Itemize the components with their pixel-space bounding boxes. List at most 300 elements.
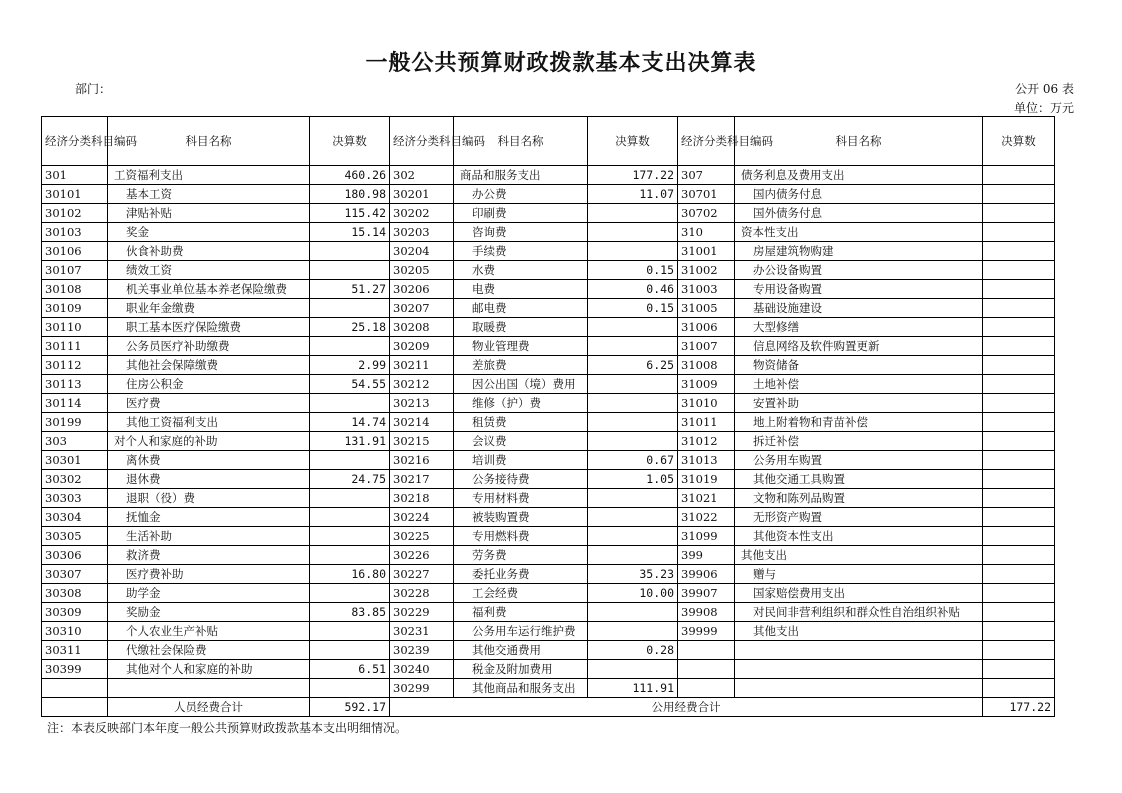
amount-cell: 24.75	[310, 470, 390, 489]
amount-cell	[588, 508, 678, 527]
name-cell: 救济费	[108, 546, 310, 565]
name-cell: 办公设备购置	[735, 261, 983, 280]
name-cell: 其他支出	[735, 546, 983, 565]
amount-cell	[983, 660, 1055, 679]
name-cell: 电费	[454, 280, 588, 299]
code-cell: 302	[390, 166, 454, 185]
code-cell: 30212	[390, 375, 454, 394]
name-cell: 公务用车购置	[735, 451, 983, 470]
code-cell: 30201	[390, 185, 454, 204]
amount-cell: 0.46	[588, 280, 678, 299]
name-cell: 离休费	[108, 451, 310, 470]
name-cell: 奖金	[108, 223, 310, 242]
table-row	[42, 546, 1055, 565]
amount-cell	[588, 318, 678, 337]
code-cell: 30107	[42, 261, 108, 280]
code-cell: 399	[678, 546, 735, 565]
name-cell: 债务利息及费用支出	[735, 166, 983, 185]
amount-cell	[983, 527, 1055, 546]
name-cell: 专用燃料费	[454, 527, 588, 546]
table-row	[42, 679, 1055, 698]
code-cell: 30109	[42, 299, 108, 318]
code-cell: 31013	[678, 451, 735, 470]
code-cell: 30204	[390, 242, 454, 261]
amount-cell: 15.14	[310, 223, 390, 242]
code-cell: 31008	[678, 356, 735, 375]
code-cell: 30399	[42, 660, 108, 679]
name-cell: 差旅费	[454, 356, 588, 375]
amount-cell	[588, 432, 678, 451]
code-cell: 30240	[390, 660, 454, 679]
code-cell: 30203	[390, 223, 454, 242]
code-cell: 30216	[390, 451, 454, 470]
name-cell: 印刷费	[454, 204, 588, 223]
personnel-total-label: 人员经费合计	[108, 698, 310, 717]
name-cell: 职业年金缴费	[108, 299, 310, 318]
code-cell: 30206	[390, 280, 454, 299]
code-cell: 30106	[42, 242, 108, 261]
amount-cell	[983, 603, 1055, 622]
amount-cell: 131.91	[310, 432, 390, 451]
name-cell: 手续费	[454, 242, 588, 261]
unit-label: 单位：万元	[1013, 101, 1074, 115]
table-row	[42, 660, 1055, 679]
name-cell: 水费	[454, 261, 588, 280]
name-cell: 土地补偿	[735, 375, 983, 394]
code-cell: 39999	[678, 622, 735, 641]
name-cell: 物业管理费	[454, 337, 588, 356]
code-cell: 30108	[42, 280, 108, 299]
amount-cell	[983, 413, 1055, 432]
name-cell: 个人农业生产补贴	[108, 622, 310, 641]
code-cell: 30306	[42, 546, 108, 565]
code-cell: 30231	[390, 622, 454, 641]
amount-cell	[588, 489, 678, 508]
name-cell: 拆迁补偿	[735, 432, 983, 451]
name-cell: 机关事业单位基本养老保险缴费	[108, 280, 310, 299]
table-row	[42, 470, 1055, 489]
code-cell: 30112	[42, 356, 108, 375]
amount-cell: 6.25	[588, 356, 678, 375]
department-label: 部门：	[75, 82, 112, 96]
amount-cell	[310, 394, 390, 413]
table-row	[42, 337, 1055, 356]
code-cell: 30701	[678, 185, 735, 204]
code-cell: 30309	[42, 603, 108, 622]
name-cell: 专用设备购置	[735, 280, 983, 299]
amount-cell	[983, 584, 1055, 603]
code-cell: 30209	[390, 337, 454, 356]
amount-cell: 177.22	[588, 166, 678, 185]
name-cell: 信息网络及软件购置更新	[735, 337, 983, 356]
amount-cell: 0.15	[588, 261, 678, 280]
amount-cell	[588, 337, 678, 356]
code-cell: 30304	[42, 508, 108, 527]
amount-cell	[588, 223, 678, 242]
code-cell: 30113	[42, 375, 108, 394]
amount-cell: 460.26	[310, 166, 390, 185]
amount-cell	[983, 470, 1055, 489]
form-code: 公开 06 表	[1015, 82, 1074, 96]
name-cell: 职工基本医疗保险缴费	[108, 318, 310, 337]
name-cell: 抚恤金	[108, 508, 310, 527]
name-cell: 国家赔偿费用支出	[735, 584, 983, 603]
name-cell: 大型修缮	[735, 318, 983, 337]
name-cell: 会议费	[454, 432, 588, 451]
code-cell: 30218	[390, 489, 454, 508]
code-cell: 30111	[42, 337, 108, 356]
name-cell: 公务接待费	[454, 470, 588, 489]
code-cell: 39908	[678, 603, 735, 622]
name-cell: 其他工资福利支出	[108, 413, 310, 432]
name-cell: 劳务费	[454, 546, 588, 565]
amount-cell: 0.67	[588, 451, 678, 470]
table-row	[42, 356, 1055, 375]
name-cell: 其他社会保障缴费	[108, 356, 310, 375]
name-cell: 地上附着物和青苗补偿	[735, 413, 983, 432]
amount-cell	[983, 185, 1055, 204]
code-cell: 30227	[390, 565, 454, 584]
personnel-total-value: 592.17	[310, 698, 390, 717]
amount-cell: 16.80	[310, 565, 390, 584]
amount-cell	[983, 375, 1055, 394]
table-row	[42, 261, 1055, 280]
code-cell: 30207	[390, 299, 454, 318]
amount-cell	[983, 546, 1055, 565]
amount-cell	[310, 622, 390, 641]
header-amount: 决算数	[588, 117, 678, 166]
totals-blank	[42, 698, 108, 717]
code-cell: 39907	[678, 584, 735, 603]
amount-cell: 0.15	[588, 299, 678, 318]
code-cell: 30213	[390, 394, 454, 413]
amount-cell	[588, 413, 678, 432]
code-cell: 30199	[42, 413, 108, 432]
name-cell: 基础设施建设	[735, 299, 983, 318]
table-row	[42, 242, 1055, 261]
code-cell: 30225	[390, 527, 454, 546]
code-cell: 30202	[390, 204, 454, 223]
name-cell: 取暖费	[454, 318, 588, 337]
code-cell: 31005	[678, 299, 735, 318]
amount-cell: 14.74	[310, 413, 390, 432]
table-row	[42, 318, 1055, 337]
amount-cell	[983, 679, 1055, 698]
name-cell: 培训费	[454, 451, 588, 470]
table-row	[42, 223, 1055, 242]
code-cell: 301	[42, 166, 108, 185]
amount-cell	[983, 223, 1055, 242]
amount-cell	[310, 489, 390, 508]
amount-cell	[310, 299, 390, 318]
header-code: 经济分类科目编码	[42, 117, 108, 166]
amount-cell	[983, 242, 1055, 261]
table-row	[42, 204, 1055, 223]
code-cell: 30102	[42, 204, 108, 223]
amount-cell	[983, 261, 1055, 280]
table-row	[42, 508, 1055, 527]
public-total-value: 177.22	[983, 698, 1055, 717]
code-cell: 31012	[678, 432, 735, 451]
table-row	[42, 375, 1055, 394]
code-cell	[678, 679, 735, 698]
name-cell: 退职（役）费	[108, 489, 310, 508]
name-cell: 住房公积金	[108, 375, 310, 394]
code-cell: 30229	[390, 603, 454, 622]
table-row	[42, 584, 1055, 603]
amount-cell	[588, 204, 678, 223]
table-row	[42, 622, 1055, 641]
name-cell: 工资福利支出	[108, 166, 310, 185]
amount-cell	[310, 451, 390, 470]
header-code: 经济分类科目编码	[390, 117, 454, 166]
code-cell: 30103	[42, 223, 108, 242]
name-cell: 邮电费	[454, 299, 588, 318]
name-cell: 伙食补助费	[108, 242, 310, 261]
amount-cell	[588, 242, 678, 261]
code-cell: 31001	[678, 242, 735, 261]
code-cell: 30226	[390, 546, 454, 565]
code-cell: 30303	[42, 489, 108, 508]
name-cell: 其他交通费用	[454, 641, 588, 660]
amount-cell	[983, 337, 1055, 356]
name-cell: 商品和服务支出	[454, 166, 588, 185]
amount-cell: 11.07	[588, 185, 678, 204]
amount-cell	[310, 242, 390, 261]
name-cell: 其他交通工具购置	[735, 470, 983, 489]
code-cell: 30215	[390, 432, 454, 451]
amount-cell: 180.98	[310, 185, 390, 204]
code-cell	[42, 679, 108, 698]
name-cell: 退休费	[108, 470, 310, 489]
name-cell: 医疗费	[108, 394, 310, 413]
code-cell: 31022	[678, 508, 735, 527]
name-cell: 助学金	[108, 584, 310, 603]
amount-cell: 25.18	[310, 318, 390, 337]
name-cell	[735, 679, 983, 698]
code-cell: 31099	[678, 527, 735, 546]
code-cell: 31007	[678, 337, 735, 356]
amount-cell	[983, 508, 1055, 527]
amount-cell	[588, 660, 678, 679]
amount-cell: 83.85	[310, 603, 390, 622]
name-cell: 公务用车运行维护费	[454, 622, 588, 641]
name-cell: 津贴补贴	[108, 204, 310, 223]
code-cell	[678, 660, 735, 679]
name-cell: 公务员医疗补助缴费	[108, 337, 310, 356]
code-cell: 30301	[42, 451, 108, 470]
amount-cell: 111.91	[588, 679, 678, 698]
name-cell: 咨询费	[454, 223, 588, 242]
name-cell: 维修（护）费	[454, 394, 588, 413]
name-cell: 无形资产购置	[735, 508, 983, 527]
amount-cell	[310, 527, 390, 546]
amount-cell	[310, 508, 390, 527]
table-row	[42, 299, 1055, 318]
table-row	[42, 451, 1055, 470]
amount-cell	[983, 394, 1055, 413]
amount-cell	[983, 451, 1055, 470]
amount-cell	[588, 527, 678, 546]
amount-cell	[983, 432, 1055, 451]
amount-cell	[983, 204, 1055, 223]
name-cell: 工会经费	[454, 584, 588, 603]
amount-cell: 51.27	[310, 280, 390, 299]
amount-cell: 6.51	[310, 660, 390, 679]
name-cell: 租赁费	[454, 413, 588, 432]
name-cell: 房屋建筑物购建	[735, 242, 983, 261]
amount-cell	[983, 622, 1055, 641]
name-cell	[735, 641, 983, 660]
header-name: 科目名称	[735, 117, 983, 166]
name-cell: 其他商品和服务支出	[454, 679, 588, 698]
name-cell: 其他支出	[735, 622, 983, 641]
code-cell: 303	[42, 432, 108, 451]
amount-cell: 35.23	[588, 565, 678, 584]
name-cell: 奖励金	[108, 603, 310, 622]
totals-row	[42, 698, 1055, 717]
name-cell: 对个人和家庭的补助	[108, 432, 310, 451]
name-cell: 国外债务付息	[735, 204, 983, 223]
code-cell: 30110	[42, 318, 108, 337]
name-cell: 安置补助	[735, 394, 983, 413]
name-cell: 文物和陈列品购置	[735, 489, 983, 508]
name-cell: 资本性支出	[735, 223, 983, 242]
code-cell: 30305	[42, 527, 108, 546]
code-cell: 30214	[390, 413, 454, 432]
table-row	[42, 413, 1055, 432]
name-cell: 福利费	[454, 603, 588, 622]
name-cell: 代缴社会保险费	[108, 641, 310, 660]
amount-cell	[983, 356, 1055, 375]
table-row	[42, 432, 1055, 451]
code-cell: 30205	[390, 261, 454, 280]
amount-cell: 54.55	[310, 375, 390, 394]
table-row	[42, 166, 1055, 185]
header-amount: 决算数	[310, 117, 390, 166]
code-cell: 307	[678, 166, 735, 185]
name-cell: 赠与	[735, 565, 983, 584]
amount-cell	[588, 375, 678, 394]
code-cell: 30228	[390, 584, 454, 603]
amount-cell: 115.42	[310, 204, 390, 223]
public-total-label: 公用经费合计	[390, 698, 983, 717]
amount-cell	[983, 280, 1055, 299]
code-cell: 31002	[678, 261, 735, 280]
amount-cell: 0.28	[588, 641, 678, 660]
code-cell: 31006	[678, 318, 735, 337]
name-cell: 基本工资	[108, 185, 310, 204]
page-title: 一般公共预算财政拨款基本支出决算表	[365, 50, 757, 76]
code-cell: 30224	[390, 508, 454, 527]
table-row	[42, 394, 1055, 413]
footnote: 注：本表反映部门本年度一般公共预算财政拨款基本支出明细情况。	[47, 721, 408, 735]
expenditure-table	[41, 116, 1055, 717]
code-cell: 30310	[42, 622, 108, 641]
code-cell: 30302	[42, 470, 108, 489]
header-code: 经济分类科目编码	[678, 117, 735, 166]
name-cell: 委托业务费	[454, 565, 588, 584]
name-cell: 生活补助	[108, 527, 310, 546]
amount-cell	[983, 641, 1055, 660]
code-cell: 39906	[678, 565, 735, 584]
name-cell: 税金及附加费用	[454, 660, 588, 679]
amount-cell	[588, 603, 678, 622]
table-row	[42, 565, 1055, 584]
code-cell: 30211	[390, 356, 454, 375]
table-row	[42, 185, 1055, 204]
amount-cell	[588, 546, 678, 565]
table-row	[42, 489, 1055, 508]
name-cell: 被装购置费	[454, 508, 588, 527]
table-row	[42, 603, 1055, 622]
name-cell: 绩效工资	[108, 261, 310, 280]
name-cell: 其他对个人和家庭的补助	[108, 660, 310, 679]
table-row	[42, 641, 1055, 660]
name-cell: 医疗费补助	[108, 565, 310, 584]
header-name: 科目名称	[454, 117, 588, 166]
code-cell: 30308	[42, 584, 108, 603]
name-cell: 因公出国（境）费用	[454, 375, 588, 394]
amount-cell	[983, 489, 1055, 508]
amount-cell	[310, 584, 390, 603]
name-cell	[735, 660, 983, 679]
name-cell: 对民间非营利组织和群众性自治组织补贴	[735, 603, 983, 622]
name-cell: 物资储备	[735, 356, 983, 375]
code-cell: 30217	[390, 470, 454, 489]
amount-cell	[310, 546, 390, 565]
amount-cell	[588, 394, 678, 413]
code-cell: 31021	[678, 489, 735, 508]
amount-cell	[588, 622, 678, 641]
header-row	[42, 117, 1055, 166]
code-cell: 30101	[42, 185, 108, 204]
name-cell: 办公费	[454, 185, 588, 204]
code-cell: 31019	[678, 470, 735, 489]
code-cell	[678, 641, 735, 660]
amount-cell: 10.00	[588, 584, 678, 603]
amount-cell	[310, 679, 390, 698]
code-cell: 30208	[390, 318, 454, 337]
code-cell: 30114	[42, 394, 108, 413]
amount-cell: 1.05	[588, 470, 678, 489]
amount-cell	[310, 641, 390, 660]
header-amount: 决算数	[983, 117, 1055, 166]
code-cell: 30239	[390, 641, 454, 660]
code-cell: 30299	[390, 679, 454, 698]
code-cell: 31003	[678, 280, 735, 299]
table-row	[42, 280, 1055, 299]
amount-cell	[983, 166, 1055, 185]
code-cell: 31009	[678, 375, 735, 394]
code-cell: 31011	[678, 413, 735, 432]
code-cell: 30311	[42, 641, 108, 660]
code-cell: 30307	[42, 565, 108, 584]
name-cell: 专用材料费	[454, 489, 588, 508]
amount-cell	[983, 565, 1055, 584]
amount-cell: 2.99	[310, 356, 390, 375]
amount-cell	[983, 318, 1055, 337]
code-cell: 30702	[678, 204, 735, 223]
code-cell: 310	[678, 223, 735, 242]
table-row	[42, 527, 1055, 546]
amount-cell	[310, 261, 390, 280]
amount-cell	[310, 337, 390, 356]
name-cell	[108, 679, 310, 698]
code-cell: 31010	[678, 394, 735, 413]
amount-cell	[983, 299, 1055, 318]
name-cell: 国内债务付息	[735, 185, 983, 204]
